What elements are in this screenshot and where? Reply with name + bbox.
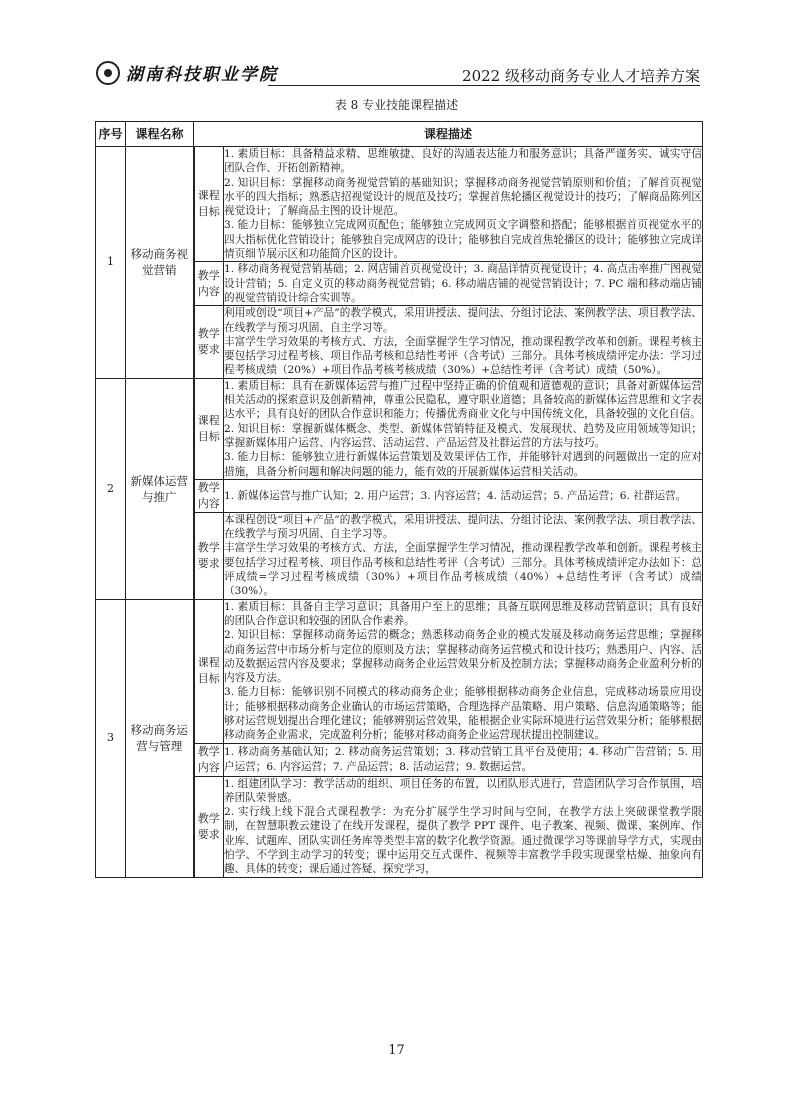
section-description [224,262,703,306]
school-name: 湖南科技职业学院 [126,65,278,85]
description-paragraph: 1. 新媒体运营与推广认知；2. 用户运营；3. 内容运营；4. 活动运营；5. 产品运营；6. 社群运营。 [224,489,687,502]
section-label: 课程目标 [194,599,224,743]
section-description [224,147,703,262]
description-paragraph: 2. 知识目标：掌握移动商务视觉营销的基础知识；掌握移动商务视觉营销原则和价值；了解首页视觉水平的四大指标；熟悉店招视觉设计的规范及技巧；掌握首焦轮播区视觉设计的技巧；了解商品陈列区视觉设计；了解商品主图的设计规范。 [224,176,703,218]
section-description [224,512,703,599]
course-number: 3 [96,599,126,877]
course-number: 1 [96,147,126,379]
section-description [224,599,703,743]
section-label: 教学内容 [194,479,224,512]
course-number: 2 [96,378,126,599]
description-paragraph: 3. 能力目标：能够独立进行新媒体运营策划及效果评估工作，并能够针对遇到的问题做出一定的应对措施，具备分析问题和解决问题的能力，能有效的开展新媒体运营相关活动。 [224,451,703,478]
school-seal-icon [96,61,120,85]
page-header [96,60,700,86]
column-header-description: 课程描述 [194,122,703,147]
description-paragraph: 1. 素质目标：具备自主学习意识；具备用户至上的思维；具备互联网思维及移动营销意识；具有良好的团队合作意识和较强的团队合作素养。 [224,600,703,627]
section-label: 教学要求 [194,776,224,877]
column-header-name: 课程名称 [126,122,194,147]
description-paragraph: 丰富学生学习效果的考核方式、方法，全面掌握学生学习情况，推动课程教学改革和创新。课程考核主要包括学习过程考核、项目作品考核和总结性考评（含考试）三部分。具体考核成绩评定办法如下：总评成绩=学习过程考核成绩（30%）+项目作品考核成绩（40%）+总结性考评（含考试）成绩（30%）。 [224,542,703,598]
section-label: 教学内容 [194,262,224,306]
description-paragraph: 1. 移动商务视觉营销基础；2. 网店铺首页视觉设计；3. 商品详情页视觉设计；4. 高点击率推广图视觉设计营销；5. 自定义页的移动商务视觉营销；6. 移动端店铺的视觉营销设计；7. PC 端和移动端店铺的视觉营销设计综合实训等。 [224,263,703,304]
description-paragraph: 1. 素质目标：具备精益求精、思维敏捷、良好的沟通表达能力和服务意识；具备严谨务实、诚实守信团队合作、开拓创新精神。 [224,148,703,175]
section-description [224,378,703,479]
table-caption: 表 8 专业技能课程描述 [334,98,459,112]
table-row [96,147,703,262]
description-paragraph: 2. 知识目标：掌握移动商务运营的概念；熟悉移动商务企业的模式发展及移动商务运营思维；掌握移动商务运营中市场分析与定位的原则及方法；掌握移动商务运营模式和设计技巧；熟悉用户、内容、活动及数据运营内容及要求；掌握移动商务企业运营效果分析及控制方法；掌握移动商务企业盈利分析的内容及方法。 [224,629,703,685]
header-rule [268,85,700,86]
description-paragraph: 1. 移动商务基础认知；2. 移动商务运营策划；3. 移动营销工具平台及使用；4. 移动广告营销；5. 用户运营；6. 内容运营；7. 产品运营；8. 活动运营；9. 数据运营。 [224,746,703,773]
description-paragraph: 本课程创设“项目+产品”的教学模式，采用讲授法、提问法、分组讨论法、案例教学法、项目教学法、在线教学与预习巩固、自主学习等。 [224,513,703,541]
table-row [96,599,703,743]
table-row [96,378,703,479]
description-paragraph: 2. 实行线上线下混合式课程教学：为充分扩展学生学习时间与空间，在教学方法上突破课堂教学限制，在智慧职教云建设了在线开发课程，提供了教学 PPT 课件、电子教案、视频、微课、案例库、作业库、试题库、团队实训任务库等类型丰富的数字化教学资源。通过微课学习等课前导学方式，实现由怕学、不学到主动学习的转变；课中运用交互式课件、视频等丰富教学手段实现课堂枯燥、抽象向有趣、具体的转变；课后通过答疑、探究学习， [224,806,703,876]
section-label: 教学要求 [194,512,224,599]
course-name: 新媒体运营与推广 [126,378,194,599]
section-description [224,776,703,877]
section-label: 课程目标 [194,147,224,262]
column-header-no: 序号 [96,122,126,147]
section-label: 教学要求 [194,306,224,378]
table-header-row [96,122,703,147]
description-paragraph: 1. 组建团队学习：教学活动的组织、项目任务的布置，以团队形式进行，营造团队学习合作氛围，培养团队荣誉感。 [224,777,703,804]
section-description [224,479,703,512]
description-paragraph: 利用或创设“项目+产品”的教学模式，采用讲授法、提问法、分组讨论法、案例教学法、项目教学法、在线教学与预习巩固、自主学习等。 [224,307,703,334]
table-body [96,147,703,878]
school-logo [96,60,278,85]
document-title: 2022 级移动商务专业人才培养方案 [462,67,700,85]
section-description [224,306,703,378]
section-description [224,743,703,776]
section-label: 课程目标 [194,378,224,479]
section-label: 教学内容 [194,743,224,776]
description-paragraph: 1. 素质目标：具有在新媒体运营与推广过程中坚持正确的价值观和道德观的意识；具备对新媒体运营相关活动的探索意识及创新精神，尊重公民隐私，遵守职业道德；具备较高的新媒体运营思维和文字表达水平；具有良好的团队合作意识和能力；传播优秀商业文化与中国传统文化，具备较强的文化自信。 [224,379,703,421]
description-paragraph: 3. 能力目标：能够识别不同模式的移动商务企业；能够根据移动商务企业信息，完成移动场景应用设计；能够根据移动商务企业确认的市场运营策略，合理选择产品策略、用户策略、信息沟通策略等；能够对运营规划提出合理化建议；能够辨别运营效果，能根据企业实际环境进行运营效果分析；能够根据移动商务企业需求，完成盈利分析；能够对移动商务企业运营现状提出控制建议。 [224,686,703,742]
description-paragraph: 丰富学生学习效果的考核方式、方法，全面掌握学生学习情况，推动课程教学改革和创新。课程考核主要包括学习过程考核、项目作品考核和总结性考评（含考试）三部分。具体考核成绩评定办法：学习过程考核成绩（20%）+项目作品考核考核成绩（30%）+总结性考评（含考试）成绩（50%）。 [224,335,703,377]
page-number: 17 [388,1043,405,1058]
course-description-table [95,121,703,878]
course-name: 移动商务运营与管理 [126,599,194,877]
description-paragraph: 3. 能力目标：能够独立完成网页配色；能够独立完成网页文字调整和搭配；能够根据首页视觉水平的四大指标优化营销设计；能够独自完成网店的设计；能够独自完成首焦轮播区的设计；能够独立完成详情页细节展示区和功能简介区的设计。 [224,219,703,261]
course-name: 移动商务视觉营销 [126,147,194,379]
description-paragraph: 2. 知识目标：掌握新媒体概念、类型、新媒体营销特征及模式、发展现状、趋势及应用领域等知识；掌握新媒体用户运营、内容运营、活动运营、产品运营及社群运营的方法与技巧。 [224,422,703,449]
